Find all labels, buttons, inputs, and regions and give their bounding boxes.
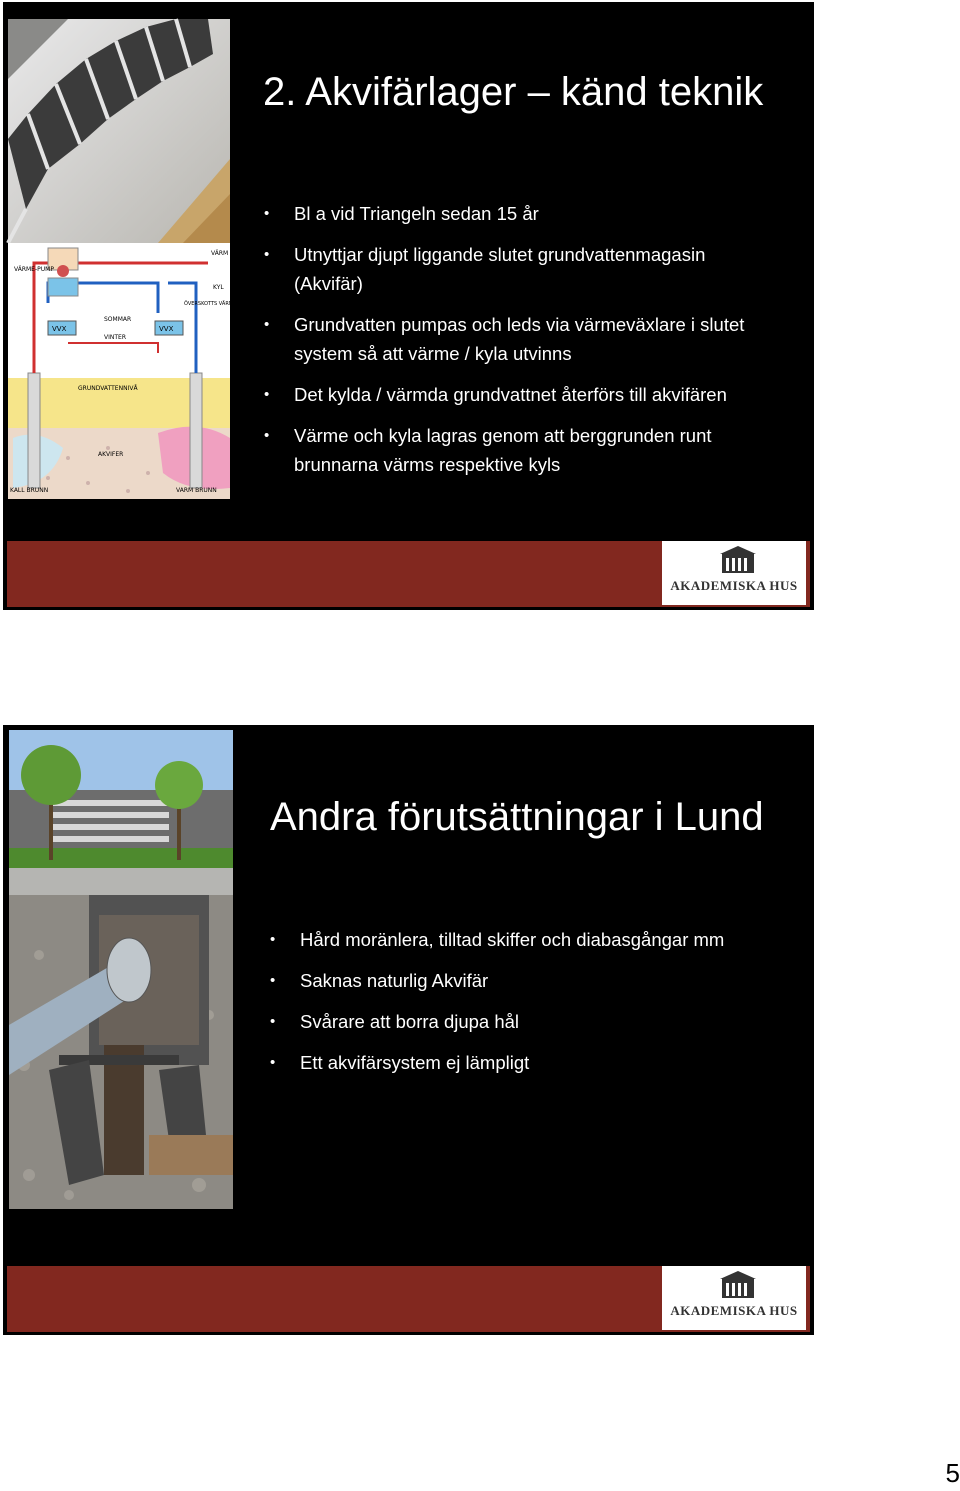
winter-label: VINTER (104, 334, 126, 341)
list-item: • Hård moränlera, tilltad skiffer och diabasgångar mm (264, 925, 794, 954)
slide-1-title: 2. Akvifärlager – känd teknik (263, 70, 764, 114)
logo-text: AKADEMISKA HUS (670, 1303, 798, 1318)
logo-text: AKADEMISKA HUS (670, 578, 798, 593)
building-icon (662, 541, 806, 577)
drilling-photo (9, 895, 233, 1209)
vvx-right-label: VVX (159, 325, 174, 333)
aquifer-diagram (8, 243, 269, 499)
surplus-label: ÖVERSKOTTS VÄRME SOMMARTID (184, 301, 269, 307)
list-item: • Grundvatten pumpas och leds via värmeväxlare i slutet system så att värme / kyla utvinns (258, 310, 768, 368)
cool-label: KYL (213, 284, 224, 291)
footer-bar (7, 541, 810, 607)
warm-label: VÄRM (211, 250, 229, 257)
list-item: • Utnyttjar djupt liggande slutet grundvattenmagasin (Akvifär) (258, 240, 768, 298)
slide-1 (3, 2, 814, 610)
list-item: • Saknas naturlig Akvifär (264, 966, 794, 995)
list-item: • Bl a vid Triangeln sedan 15 år (258, 199, 768, 228)
list-item: • Det kylda / värmda grundvattnet återförs till akvifären (258, 380, 768, 409)
list-item: • Svårare att borra djupa hål (264, 1007, 794, 1036)
list-item: • Ett akvifärsystem ej lämpligt (264, 1048, 794, 1077)
slide-2 (3, 725, 814, 1335)
summer-label: SOMMAR (104, 316, 132, 323)
akademiska-hus-logo (662, 1266, 806, 1330)
cold-well-label: KALL BRUNN (10, 487, 49, 494)
building-icon (662, 1266, 806, 1302)
akademiska-hus-logo (662, 541, 806, 605)
slide-2-title: Andra förutsättningar i Lund (270, 795, 764, 839)
aquifer-label: AKVIFER (98, 451, 124, 458)
page-number: 5 (945, 1458, 960, 1488)
warm-well-label: VARM BRUNN (176, 487, 217, 494)
heatpump-label: VÄRME-PUMP (14, 266, 54, 273)
building-photo (9, 730, 233, 895)
list-item: • Värme och kyla lagras genom att berggrunden runt brunnarna värms respektive kyls (258, 421, 768, 479)
radiator-photo (8, 19, 230, 243)
vvx-left-label: VVX (52, 325, 67, 333)
footer-bar (7, 1266, 810, 1332)
slide-1-bullets (258, 199, 768, 491)
groundwater-level-label: GRUNDVATTENNIVÅ (78, 385, 138, 392)
slide-2-bullets (264, 925, 794, 1089)
